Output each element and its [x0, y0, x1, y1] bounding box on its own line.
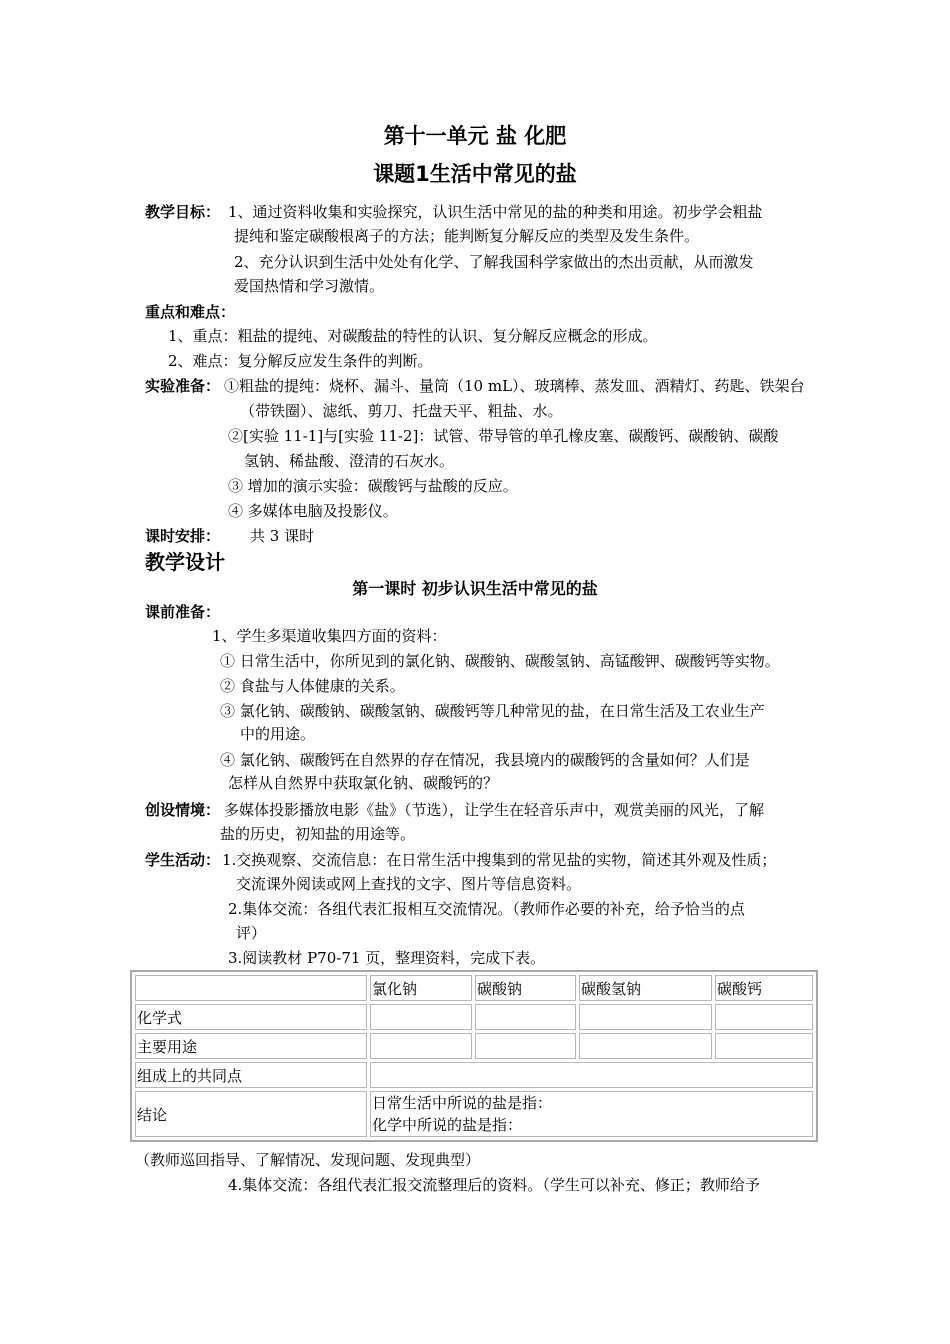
row-label-formula: 化学式: [135, 1004, 367, 1030]
table-cell[interactable]: [715, 1004, 813, 1030]
row-label-conclusion: 结论: [135, 1091, 367, 1137]
table-cell[interactable]: [715, 1033, 813, 1059]
objective-1-line-2: 提纯和鉴定碳酸根离子的方法；能判断复分解反应的类型及发生条件。: [234, 227, 700, 245]
table-cell[interactable]: [475, 1004, 576, 1030]
table-cell[interactable]: [579, 1033, 712, 1059]
prep-1-line-2: （带铁圈）、滤纸、剪刀、托盘天平、粗盐、水。: [240, 402, 563, 420]
key-point-2: 2、难点：复分解反应发生条件的判断。: [168, 352, 433, 370]
objective-2-line-2: 爱国热情和学习激情。: [234, 277, 385, 295]
table-cell[interactable]: [475, 1033, 576, 1059]
activity-3: 3.阅读教材 P70-71 页，整理资料，完成下表。: [228, 949, 546, 967]
design-heading: 教学设计: [145, 550, 225, 574]
table-header-cell: [135, 975, 367, 1001]
pre-class-intro: 1、学生多渠道收集四方面的资料：: [212, 627, 447, 645]
pre-class-label: 课前准备：: [145, 603, 221, 621]
table-cell[interactable]: [579, 1004, 712, 1030]
schedule-value: 共 3 课时: [250, 527, 315, 545]
pre-class-item-1: ① 日常生活中，你所见到的氯化钠、碳酸钠、碳酸氢钠、高锰酸钾、碳酸钙等实物。: [220, 652, 780, 670]
objective-1-line-1: 1、通过资料收集和实验探究，认识生活中常见的盐的种类和用途。初步学会粗盐: [228, 203, 763, 221]
prep-label: 实验准备：: [145, 377, 221, 395]
pre-class-item-4-line-2: 怎样从自然界中获取氯化钠、碳酸钙的？: [228, 774, 499, 792]
pre-class-item-4-line-1: ④ 氯化钠、碳酸钙在自然界的存在情况，我县境内的碳酸钙的含量如何？人们是: [220, 751, 750, 769]
table-row: [135, 1033, 813, 1059]
pre-class-item-2: ② 食盐与人体健康的关系。: [220, 677, 405, 695]
table-row: [135, 1004, 813, 1030]
scene-line-2: 盐的历史，初知盐的用途等。: [220, 825, 416, 843]
conclusion-line-1: 日常生活中所说的盐是指：: [372, 1094, 553, 1112]
teacher-note: （教师巡回指导、了解情况、发现问题、发现典型）: [135, 1151, 481, 1169]
prep-2-line-2: 氢钠、稀盐酸、澄清的石灰水。: [244, 452, 455, 470]
activity-1-line-2: 交流课外阅读或网上查找的文字、图片等信息资料。: [236, 875, 582, 893]
prep-1-line-1: ①粗盐的提纯：烧杯、漏斗、量筒（10 mL）、玻璃棒、蒸发皿、酒精灯、药匙、铁架台: [224, 377, 805, 395]
activity-2-line-2: 评）: [236, 924, 267, 942]
key-point-1: 1、重点：粗盐的提纯、对碳酸盐的特性的认识、复分解反应概念的形成。: [168, 327, 658, 345]
conclusion-line-2: 化学中所说的盐是指：: [372, 1116, 523, 1134]
row-label-common: 组成上的共同点: [135, 1062, 367, 1088]
conclusion-cell[interactable]: [370, 1091, 813, 1137]
schedule-label: 课时安排：: [145, 527, 221, 545]
objective-2-line-1: 2、充分认识到生活中处处有化学、了解我国科学家做出的杰出贡献，从而激发: [234, 253, 754, 271]
table-cell[interactable]: [370, 1062, 813, 1088]
pre-class-item-3-line-2: 中的用途。: [240, 725, 316, 743]
activity-2-line-1: 2.集体交流：各组代表汇报相互交流情况。（教师作必要的补充，给予恰当的点: [228, 900, 745, 918]
activity-4: 4.集体交流：各组代表汇报交流整理后的资料。（学生可以补充、修正；教师给予: [228, 1176, 760, 1194]
table-cell[interactable]: [370, 1004, 472, 1030]
pre-class-item-3-line-1: ③ 氯化钠、碳酸钠、碳酸氢钠、碳酸钙等几种常见的盐，在日常生活及工农业生产: [220, 702, 765, 720]
page-title: 第十一单元 盐 化肥: [383, 124, 567, 148]
table-row: [135, 1062, 813, 1088]
prep-2-line-1: ②[实验 11-1]与[实验 11-2]：试管、带导管的单孔橡皮塞、碳酸钙、碳酸钠、碳酸: [228, 427, 779, 445]
table-cell[interactable]: [370, 1033, 472, 1059]
activity-label: 学生活动：: [145, 851, 221, 869]
table-header-row: [135, 975, 813, 1001]
key-points-label: 重点和难点：: [145, 303, 236, 321]
lesson-1-title: 第一课时 初步认识生活中常见的盐: [352, 579, 598, 598]
salt-table: [130, 970, 818, 1142]
table-header-cell: 氯化钠: [370, 975, 472, 1001]
prep-3: ③ 增加的演示实验：碳酸钙与盐酸的反应。: [228, 477, 518, 495]
table-header-cell: 碳酸钠: [475, 975, 576, 1001]
table-row: [135, 1091, 813, 1137]
activity-1-line-1: 1.交换观察、交流信息：在日常生活中搜集到的常见盐的实物，简述其外观及性质；: [222, 851, 777, 869]
page-subtitle: 课题1生活中常见的盐: [373, 162, 577, 186]
prep-4: ④ 多媒体电脑及投影仪。: [228, 502, 398, 520]
table-header-cell: 碳酸氢钠: [579, 975, 712, 1001]
row-label-use: 主要用途: [135, 1033, 367, 1059]
objectives-label: 教学目标：: [145, 203, 221, 221]
table-header-cell: 碳酸钙: [715, 975, 813, 1001]
scene-label: 创设情境：: [145, 801, 221, 819]
scene-line-1: 多媒体投影播放电影《盐》（节选），让学生在轻音乐声中，观赏美丽的风光，了解: [224, 801, 765, 819]
